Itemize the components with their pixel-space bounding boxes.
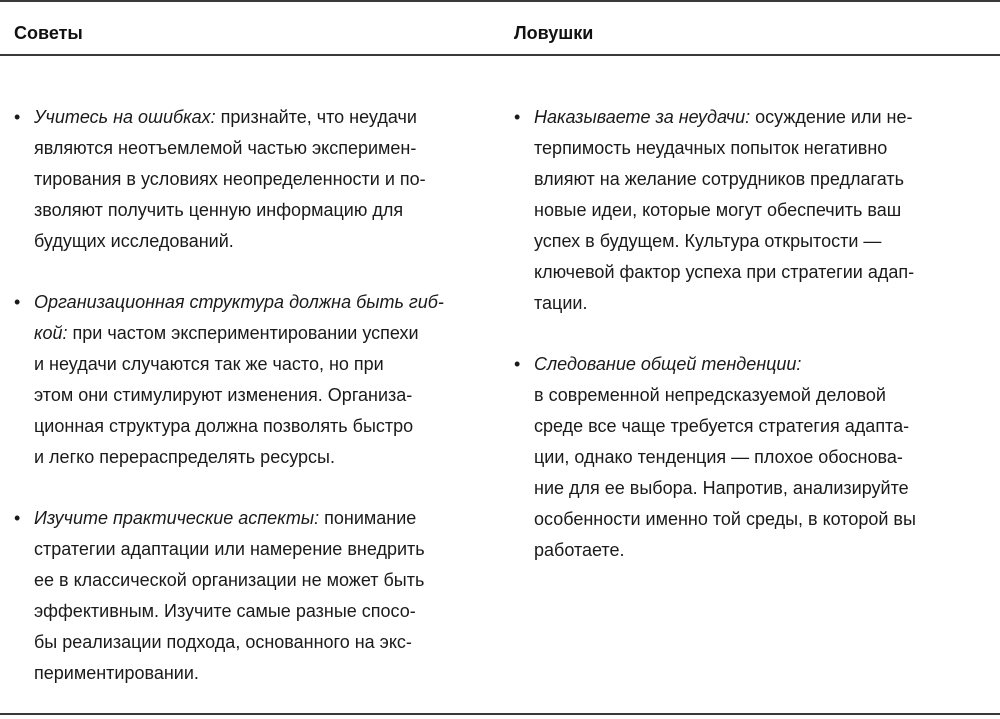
tip-line: являются неотъемлемой частью эксперимен-: [34, 138, 417, 158]
table-header: [0, 2, 1000, 54]
tip-item: [14, 503, 492, 689]
tip-text: признайте, что неудачи: [215, 107, 417, 127]
tip-line: этом они стимулируют изменения. Организа-: [34, 385, 413, 405]
column-header-tips: Советы: [14, 23, 83, 43]
tip-term: Изучите практические аспекты:: [34, 508, 320, 528]
tip-term: кой:: [34, 323, 68, 343]
tip-line: стратегии адаптации или намерение внедрить: [34, 539, 425, 559]
pitfall-item: [514, 349, 984, 566]
pitfall-line: ние для ее выбора. Напротив, анализируйте: [534, 478, 909, 498]
tip-line: и легко перераспределять ресурсы.: [34, 447, 335, 467]
pitfall-line: в современной непредсказуемой деловой: [534, 385, 886, 405]
pitfall-line: работаете.: [534, 540, 625, 560]
header-rule: [0, 54, 1000, 56]
tip-first-line: [34, 503, 492, 534]
pitfall-line: тации.: [534, 293, 588, 313]
table-bottom-rule: [0, 713, 1000, 715]
pitfall-first-line: [534, 349, 984, 380]
tip-first-line: [34, 102, 492, 133]
tip-line: тирования в условиях неопределенности и по-: [34, 169, 426, 189]
tip-line: периментировании.: [34, 663, 199, 683]
pitfall-line: новые идеи, которые могут обеспечить ваш: [534, 200, 902, 220]
tip-text: при частом экспериментировании успехи: [67, 323, 419, 343]
pitfall-line: особенности именно той среды, в которой вы: [534, 509, 916, 529]
bullet-icon: •: [514, 107, 521, 127]
tip-term: Учитесь на ошибках:: [34, 107, 216, 127]
tips-column: [14, 102, 492, 719]
tip-first-line: [34, 318, 492, 349]
tip-line: будущих исследований.: [34, 231, 234, 251]
pitfalls-column: [514, 102, 984, 596]
tip-line: эффективным. Изучите самые разные спосо-: [34, 601, 416, 621]
tip-line: ее в классической организации не может быть: [34, 570, 425, 590]
tip-item: [14, 102, 492, 257]
pitfall-line: успех в будущем. Культура открытости —: [534, 231, 882, 251]
bullet-icon: •: [14, 508, 21, 528]
tip-line: и неудачи случаются так же часто, но при: [34, 354, 384, 374]
pitfall-line: влияют на желание сотрудников предлагать: [534, 169, 904, 189]
tip-line: ционная структура должна позволять быстро: [34, 416, 414, 436]
tip-item: [14, 287, 492, 473]
tip-text: понимание: [319, 508, 417, 528]
pitfall-line: ции, однако тенденция — плохое обоснова-: [534, 447, 903, 467]
tip-line: бы реализации подхода, основанного на экс-: [34, 632, 412, 652]
pitfall-line: среде все чаще требуется стратегия адапта-: [534, 416, 910, 436]
pitfall-term: Следование общей тенденции:: [534, 354, 802, 374]
pitfall-first-line: [534, 102, 984, 133]
pitfall-term: Наказываете за неудачи:: [534, 107, 751, 127]
tip-line: зволяют получить ценную информацию для: [34, 200, 404, 220]
pitfall-text: осуждение или не-: [750, 107, 913, 127]
column-header-pitfalls: Ловушки: [514, 23, 594, 43]
tip-term-line: Организационная структура должна быть гиб-: [34, 292, 444, 312]
pitfall-line: терпимость неудачных попыток негативно: [534, 138, 888, 158]
pitfall-item: [514, 102, 984, 319]
bullet-icon: •: [14, 107, 21, 127]
bullet-icon: •: [514, 354, 521, 374]
bullet-icon: •: [14, 292, 21, 312]
pitfall-line: ключевой фактор успеха при стратегии адап-: [534, 262, 915, 282]
